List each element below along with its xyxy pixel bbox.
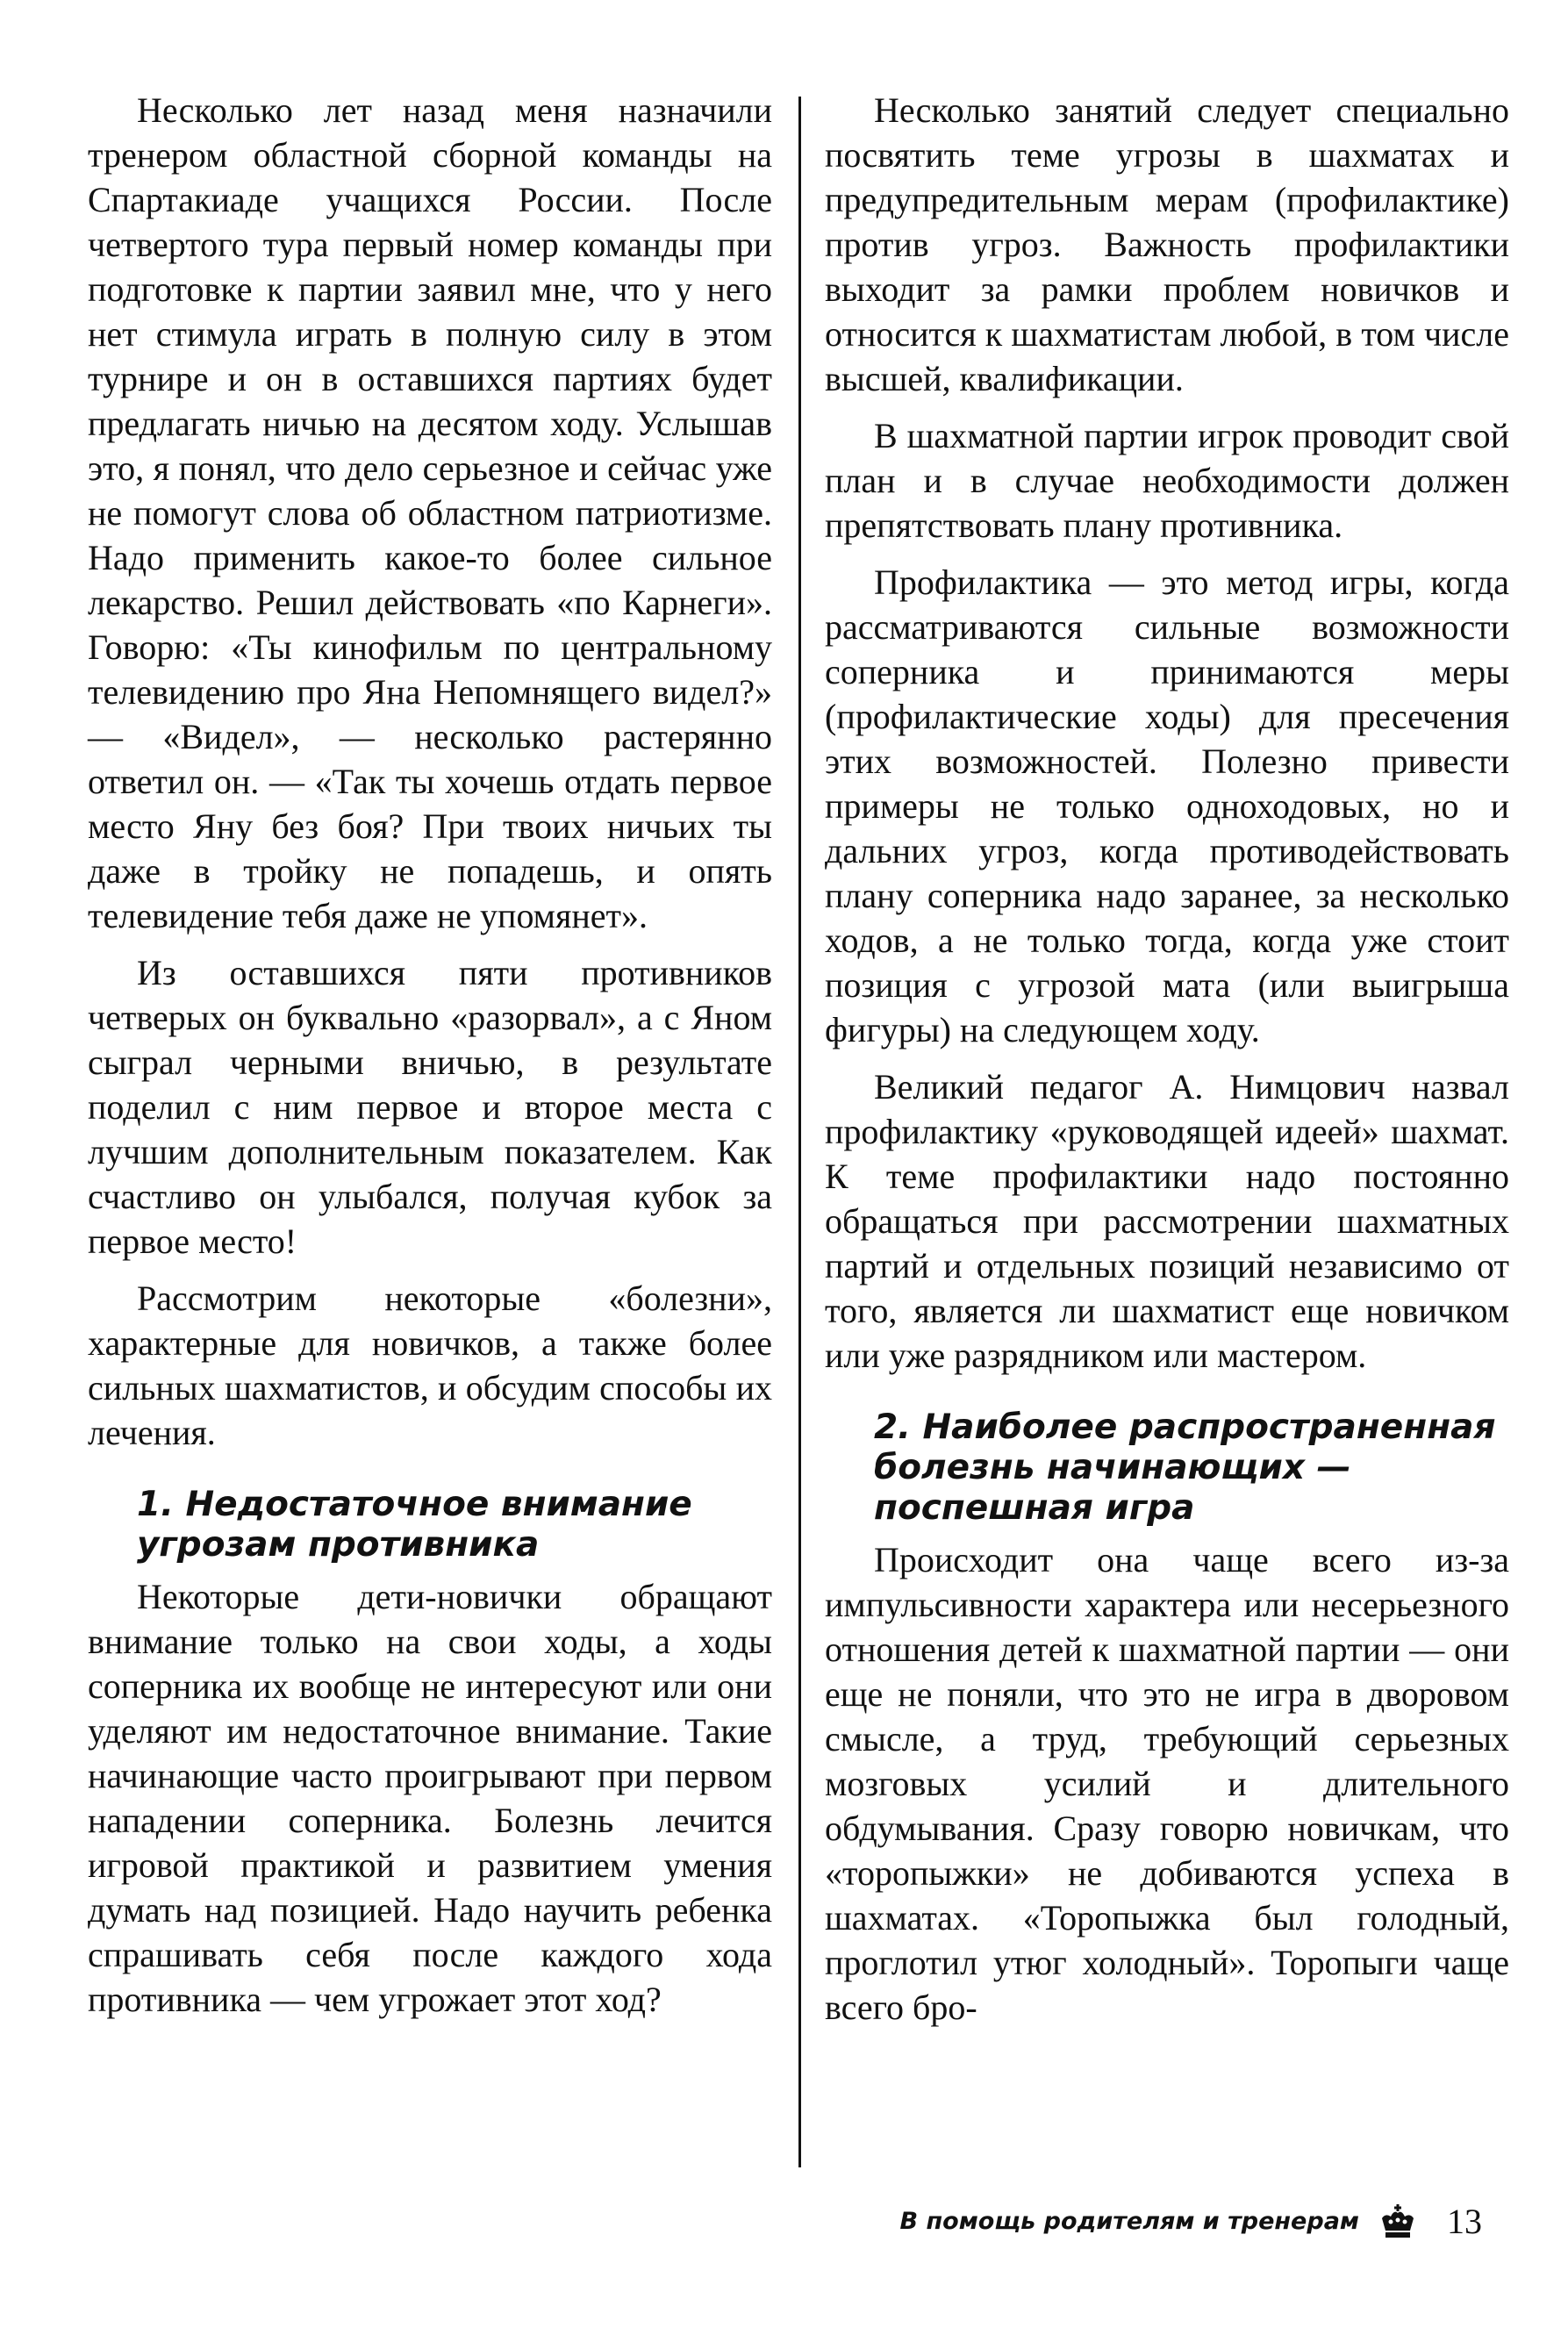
paragraph: Рассмотрим некоторые «болезни», характерные для новичков, а также более сильных шахматистов, и обсудим способы их лечения. [88, 1279, 772, 1452]
page-footer [900, 2201, 1482, 2242]
left-column [88, 88, 772, 2034]
right-column [825, 88, 1509, 2042]
footer-series-title: В помощь родителям и тренерам [899, 2208, 1359, 2235]
paragraph: В шахматной партии игрок проводит свой план и в случае необходимости должен препятствовать плану противника. [825, 416, 1509, 545]
paragraph: Профилактика — это метод игры, когда рассматриваются сильные возможности соперника и принимаются меры (профилактические ходы) для пресечения этих возможностей. Полезно привести примеры не только одноходовых, но и дальних угроз, когда противодействовать плану соперника надо заранее, за несколько ходов, а не только тогда, когда уже стоит позиция с угрозой мата (или выигрыша фигуры) на следующем ходу. [825, 562, 1509, 1049]
column-divider [798, 97, 801, 2167]
paragraph: Происходит она чаще всего из-за импульсивности характера или несерьезного отношения детей к шахматной партии — они еще не поняли, что это не игра в дворовом смысле, а труд, требующий серьезных мозговых усилий и длительного обдумывания. Сразу говорю новичкам, что «торопыжки» не добиваются успеха в шахматах. «Торопыжка был голодный, проглотил утюг холодный». Торопыги чаще всего бро- [825, 1540, 1509, 2027]
paragraph: Из оставшихся пяти противников четверых он буквально «разорвал», а с Яном сыграл черными вничью, в результате поделил с ним первое и второе места с лучшим дополнительным показателем. Как счастливо он улыбался, получая кубок за первое место! [88, 953, 772, 1261]
section-heading: 1. Недостаточное внимание угрозам противника [137, 1485, 692, 1565]
paragraph: Несколько занятий следует специально посвятить теме угрозы в шахматах и предупредительным мерам (профилактике) против угроз. Важность профилактики выходит за рамки проблем новичков и относится к шахматистам любой, в том числе высшей, квалификации. [825, 90, 1509, 398]
page-number: 13 [1447, 2202, 1482, 2241]
paragraph: Великий педагог А. Нимцович назвал профилактику «руководящей идеей» шахмат. К теме профилактики надо постоянно обращаться при рассмотрении шахматных партий и отдельных позиций независимо от того, является ли шахматист еще новичком или уже разрядником или мастером. [825, 1067, 1509, 1375]
paragraph: Несколько лет назад меня назначили тренером областной сборной команды на Спартакиаде учащихся России. После четвертого тура первый номер команды при подготовке к партии заявил мне, что у него нет стимула играть в полную силу в этом турнире и он в оставшихся партиях будет предлагать ничью на десятом ходу. Услышав это, я понял, что дело серьезное и сейчас уже не помогут слова об областном патриотизме. Надо применить какое-то более сильное лекарство. Решил действовать «по Карнеги». Говорю: «Ты кинофильм по центральному телевидению про Яна Непомнящего видел?» — «Видел», — несколько растерянно ответил он. — «Так ты хочешь отдать первое место Яну без боя? При твоих ничьих ты даже в тройку не попадешь, и опять телевидение тебя даже не упомянет». [88, 90, 772, 935]
paragraph: Некоторые дети-новички обращают внимание только на свои ходы, а ходы соперника их вообще не интересуют или они уделяют им недостаточное внимание. Такие начинающие часто проигрывают при первом нападении соперника. Болезнь лечится игровой практикой и развитием умения думать над позицией. Надо научить ребенка спрашивать себя после каждого хода противника — чем угрожает этот ход? [88, 1577, 772, 2019]
section-heading: 2. Наиболее распространенная болезнь начинающих — поспешная игра [874, 1407, 1496, 1528]
chess-king-crown-icon [1377, 2202, 1419, 2241]
